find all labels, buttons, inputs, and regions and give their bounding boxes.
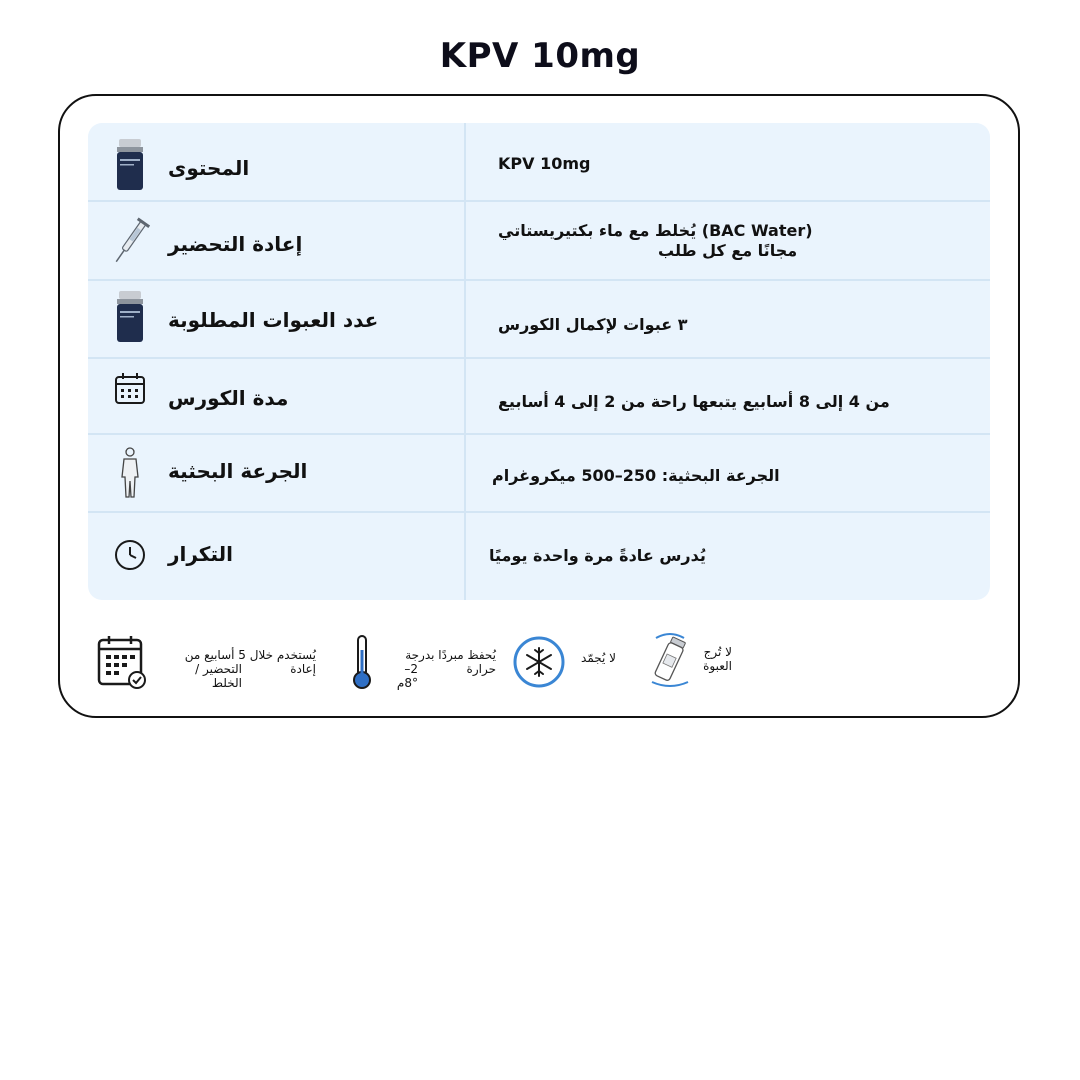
table-row [88,513,990,600]
row-value-reconstitution-line2: مجانًا مع كل طلب [658,241,798,260]
footer-refrigerate [350,630,500,694]
table-row [88,281,990,357]
no-shake-vial-icon [646,632,694,692]
footer-do-not-shake-line2: العبوة [703,659,732,673]
footer-use-within-line1: يُستخدم خلال 5 أسابيع من إعادة [184,648,316,676]
footer-refrigerate-line1: يُحفظ مبردًا بدرجة حرارة [405,648,496,676]
footer-do-not-freeze [512,630,632,694]
row-value-reconstitution-line1: (BAC Water) يُخلط مع ماء بكتيريستاتي [498,221,813,240]
thermometer-icon [350,634,374,690]
footer-do-not-freeze-text: لا يُجمّد [581,651,616,665]
row-label-course-duration: مدة الكورس [168,386,289,410]
row-value-research-dose: الجرعة البحثية: 250–500 ميكروغرام [492,466,780,485]
snowflake-icon [512,634,566,690]
row-value-course-duration: من 4 إلى 8 أسابيع يتبعها راحة من 2 إلى 4 أسابيع [498,392,890,411]
human-body-icon [110,445,150,501]
row-label-vials-needed: عدد العبوات المطلوبة [168,308,379,332]
row-label-frequency: التكرار [168,542,233,566]
footer-do-not-shake-line1: لا تُرج [703,645,732,659]
table-row [88,123,990,201]
clock-icon [110,527,150,583]
table-row [88,435,990,511]
info-table [88,123,990,600]
syringe-icon [110,214,150,270]
vial-icon [110,289,150,345]
row-label-reconstitution: إعادة التحضير [168,232,303,256]
calendar-check-icon [96,634,150,690]
row-value-content: KPV 10mg [498,154,591,173]
calendar-icon [110,365,150,421]
vial-icon [110,137,150,193]
footer-do-not-shake [646,630,746,694]
row-label-research-dose: الجرعة البحثية [168,459,308,483]
row-value-frequency: يُدرس عادةً مرة واحدة يوميًا [489,546,706,565]
row-label-content: المحتوى [168,156,250,180]
page-title: KPV 10mg [439,36,641,76]
footer-refrigerate-line2: 2–8°م [396,662,418,690]
footer-use-within-line2: التحضير / الخلط [195,662,242,690]
footer-use-within [96,630,326,694]
table-row [88,202,990,279]
row-value-vials-needed: ٣ عبوات لإكمال الكورس [498,315,688,334]
table-row [88,359,990,433]
